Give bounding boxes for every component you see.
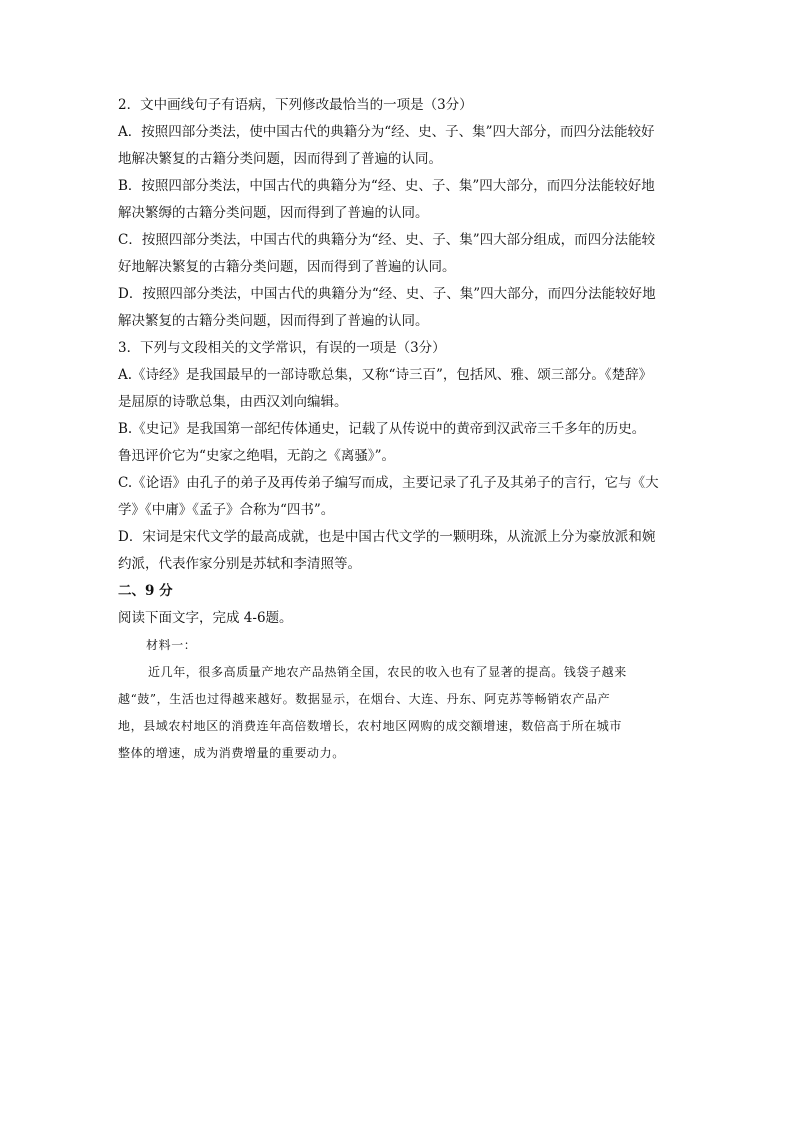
question-3-option-c-line-2: 学》《中庸》《孟子》合称为“四书”。: [118, 502, 335, 518]
section-2-instruction: 阅读下面文字，完成 4-6题。: [118, 610, 293, 626]
question-2-option-a-line-1: A．按照四部分类法，使中国古代的典籍分为“经、史、子、集”四大部分，而四分法能较好: [118, 124, 655, 140]
material-1-paragraph-line-2: 越“鼓”，生活也过得越来越好。数据显示，在烟台、大连、丹东、阿克苏等畅销农产品产: [118, 692, 611, 706]
material-1-paragraph-line-3: 地，县域农村地区的消费连年高倍数增长，农村地区网购的成交额增速，数倍高于所在城市: [118, 719, 623, 733]
question-3-option-a-line-1: A.《诗经》是我国最早的一部诗歌总集，又称“诗三百”，包括风、雅、颂三部分。《楚辞》: [118, 367, 653, 383]
question-3-option-c-line-1: C.《论语》由孔子的弟子及再传弟子编写而成，主要记录了孔子及其弟子的言行，它与《大: [118, 475, 659, 491]
material-1-label: 材料一：: [146, 638, 197, 652]
question-2-option-d-line-2: 解决繁复的古籍分类问题，因而得到了普遍的认同。: [118, 313, 429, 329]
question-3-option-d-line-1: D．宋词是宋代文学的最高成就，也是中国古代文学的一颗明珠，从流派上分为豪放派和婉: [118, 529, 656, 545]
question-2-option-c-line-2: 好地解决繁复的古籍分类问题，因而得到了普遍的认同。: [118, 259, 456, 275]
question-3-option-d-line-2: 约派，代表作家分别是苏轼和李清照等。: [118, 556, 361, 572]
question-2-option-d-line-1: D．按照四部分类法，中国古代的典籍分为“经、史、子、集”四大部分，而四分法能较好地: [118, 286, 656, 302]
question-3-option-b-line-1: B.《史记》是我国第一部纪传体通史，记载了从传说中的黄帝到汉武帝三千多年的历史。: [118, 421, 646, 437]
question-2-option-c-line-1: C．按照四部分类法，中国古代的典籍分为“经、史、子、集”四大部分组成，而四分法能较: [118, 232, 656, 248]
material-1-paragraph-line-4: 整体的增速，成为消费增量的重要动力。: [118, 746, 345, 760]
material-1-paragraph-line-1: 近几年，很多高质量产地农产品热销全国，农民的收入也有了显著的提高。钱袋子越来: [148, 665, 627, 679]
question-2-option-b-line-1: B．按照四部分类法，中国古代的典籍分为“经、史、子、集”四大部分，而四分法能较好地: [118, 178, 655, 194]
section-2-heading: 二、9 分: [118, 583, 173, 599]
question-2-option-b-line-2: 解决繁缛的古籍分类问题，因而得到了普遍的认同。: [118, 205, 429, 221]
question-2-option-a-line-2: 地解决繁复的古籍分类问题，因而得到了普遍的认同。: [118, 151, 442, 167]
question-3-option-b-line-2: 鲁迅评价它为“史家之绝唱，无韵之《离骚》”。: [118, 448, 396, 464]
question-3-stem: 3．下列与文段相关的文学常识，有误的一项是（3分）: [118, 340, 446, 356]
question-2-stem: 2．文中画线句子有语病，下列修改最恰当的一项是（3分）: [118, 97, 473, 113]
question-3-option-a-line-2: 是屈原的诗歌总集，由西汉刘向编辑。: [118, 394, 348, 410]
document-content: [118, 92, 678, 767]
